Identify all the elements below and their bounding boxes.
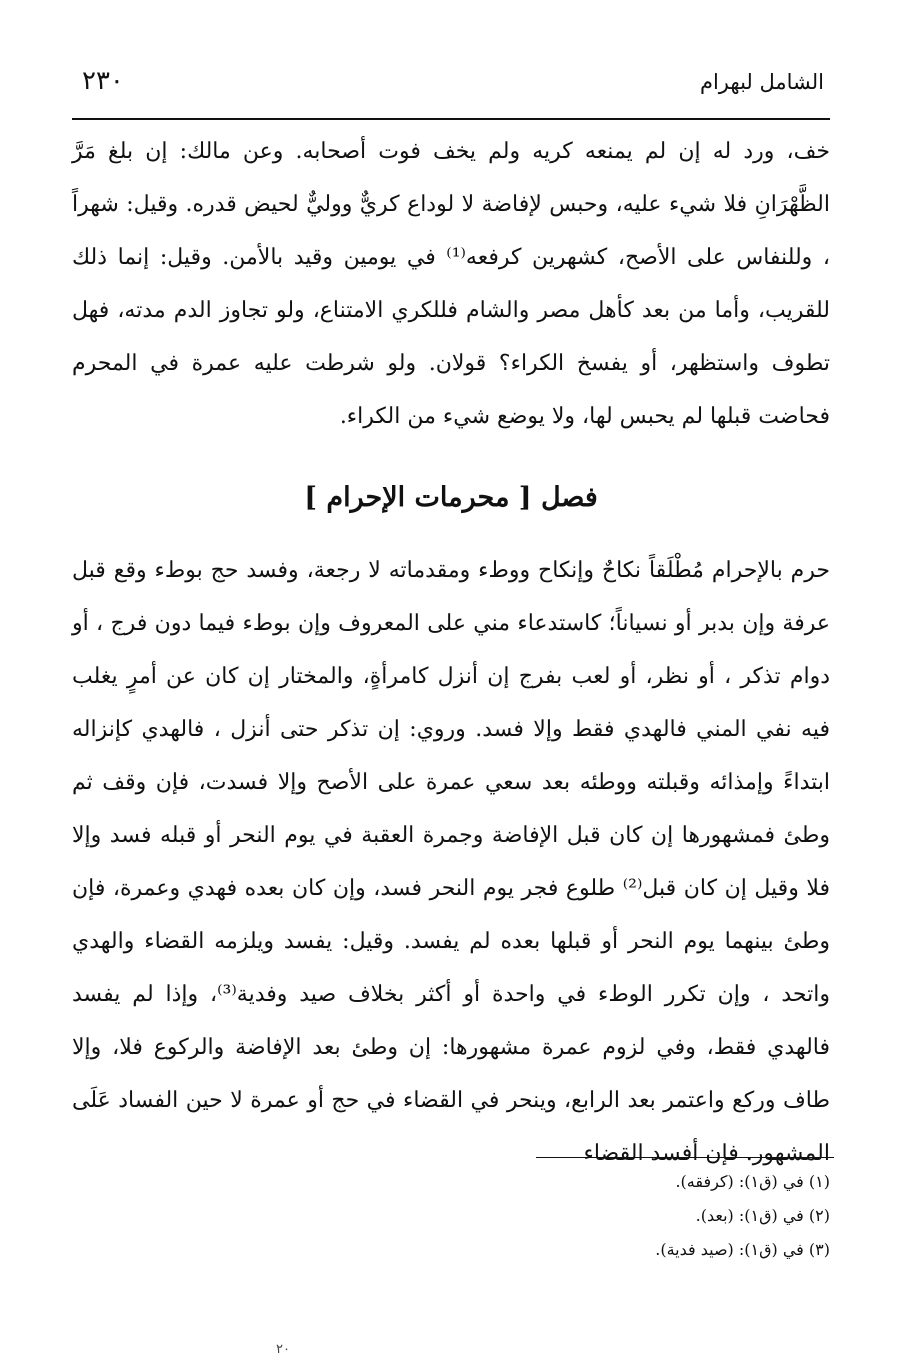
footnote-rule: [536, 1157, 834, 1158]
running-title: الشامل لبهرام: [699, 70, 824, 94]
paragraph-1: خف، ورد له إن لم يمنعه كريه ولم يخف فوت أصحابه. وعن مالك: إن بلغ مَرَّ الظَّهْرَانِ فلا شيء عليه، وحبس لإفاضة لا لوداع كريٌّ ووليٌّ لحيض قدره. وقيل: شهراً ، وللنفاس على الأصح، كشهرين كرفعه⁽¹⁾ في يومين وقيد بالأمن. وقيل: إنما ذلك للقريب، وأما من بعد كأهل مصر والشام فللكري الامتناع، ولو تجاوز الدم مدته، فهل تطوف واستظهر، أو يفسخ الكراء؟ قولان. ولو شرطت عليه عمرة في المحرم فحاضت قبلها لم يحبس لها، ولا يوضع شيء من الكراء.: [72, 139, 830, 429]
signature-mark: ٢٠: [276, 1342, 290, 1357]
section-heading: فصل [ محرمات الإحرام ]: [304, 482, 598, 513]
page-header: [72, 58, 830, 120]
paragraph-2: حرم بالإحرام مُطْلَقاً نكاحٌ وإنكاح ووطء ومقدماته لا رجعة، وفسد حج بوطء وقع قبل عرفة وإن بدبر أو نسياناً؛ كاستدعاء مني على المعروف وإن بوطء فيما دون فرج ، أو دوام تذكر ، أو نظر، أو لعب بفرج إن أنزل كامرأةٍ، والمختار إن كان عن أمرٍ يغلب فيه نفي المني فالهدي فقط وإلا فسد. وروي: إن تذكر حتى أنزل ، فالهدي كإنزاله ابتداءً وإمذائه وقبلته ووطئه بعد سعي عمرة على الأصح وإلا فسدت، فإن وقف ثم وطئ فمشهورها إن كان قبل الإفاضة وجمرة العقبة في يوم النحر أو قبله فسد وإلا فلا وقيل إن كان قبل⁽²⁾ طلوع فجر يوم النحر فسد، وإن كان بعده فهدي وعمرة، فإن وطئ بينهما يوم النحر أو قبلها بعده لم يفسد. وقيل: يفسد ويلزمه القضاء والهدي واتحد ، وإن تكرر الوطء في واحدة أو أكثر بخلاف صيد وفدية⁽³⁾، وإذا لم يفسد فالهدي فقط، وفي لزوم عمرة مشهورها: إن وطئ بعد الإفاضة والركوع فلا، وإلا طاف وركع واعتمر بعد الرابع، وينحر في القضاء في حج أو عمرة لا حين الفساد عَلَى المشهور. فإن أفسد القضاء: [72, 558, 830, 1166]
footnotes: [410, 1165, 830, 1267]
footnote-1: (١) في (ق١): (كرفقه).: [675, 1172, 830, 1191]
page-number: ٢٣٠: [82, 66, 124, 96]
footnote-2: (٢) في (ق١): (بعد).: [695, 1206, 830, 1225]
footnote-3: (٣) في (ق١): (صيد فدية).: [655, 1240, 830, 1259]
header-rule: [72, 118, 830, 120]
